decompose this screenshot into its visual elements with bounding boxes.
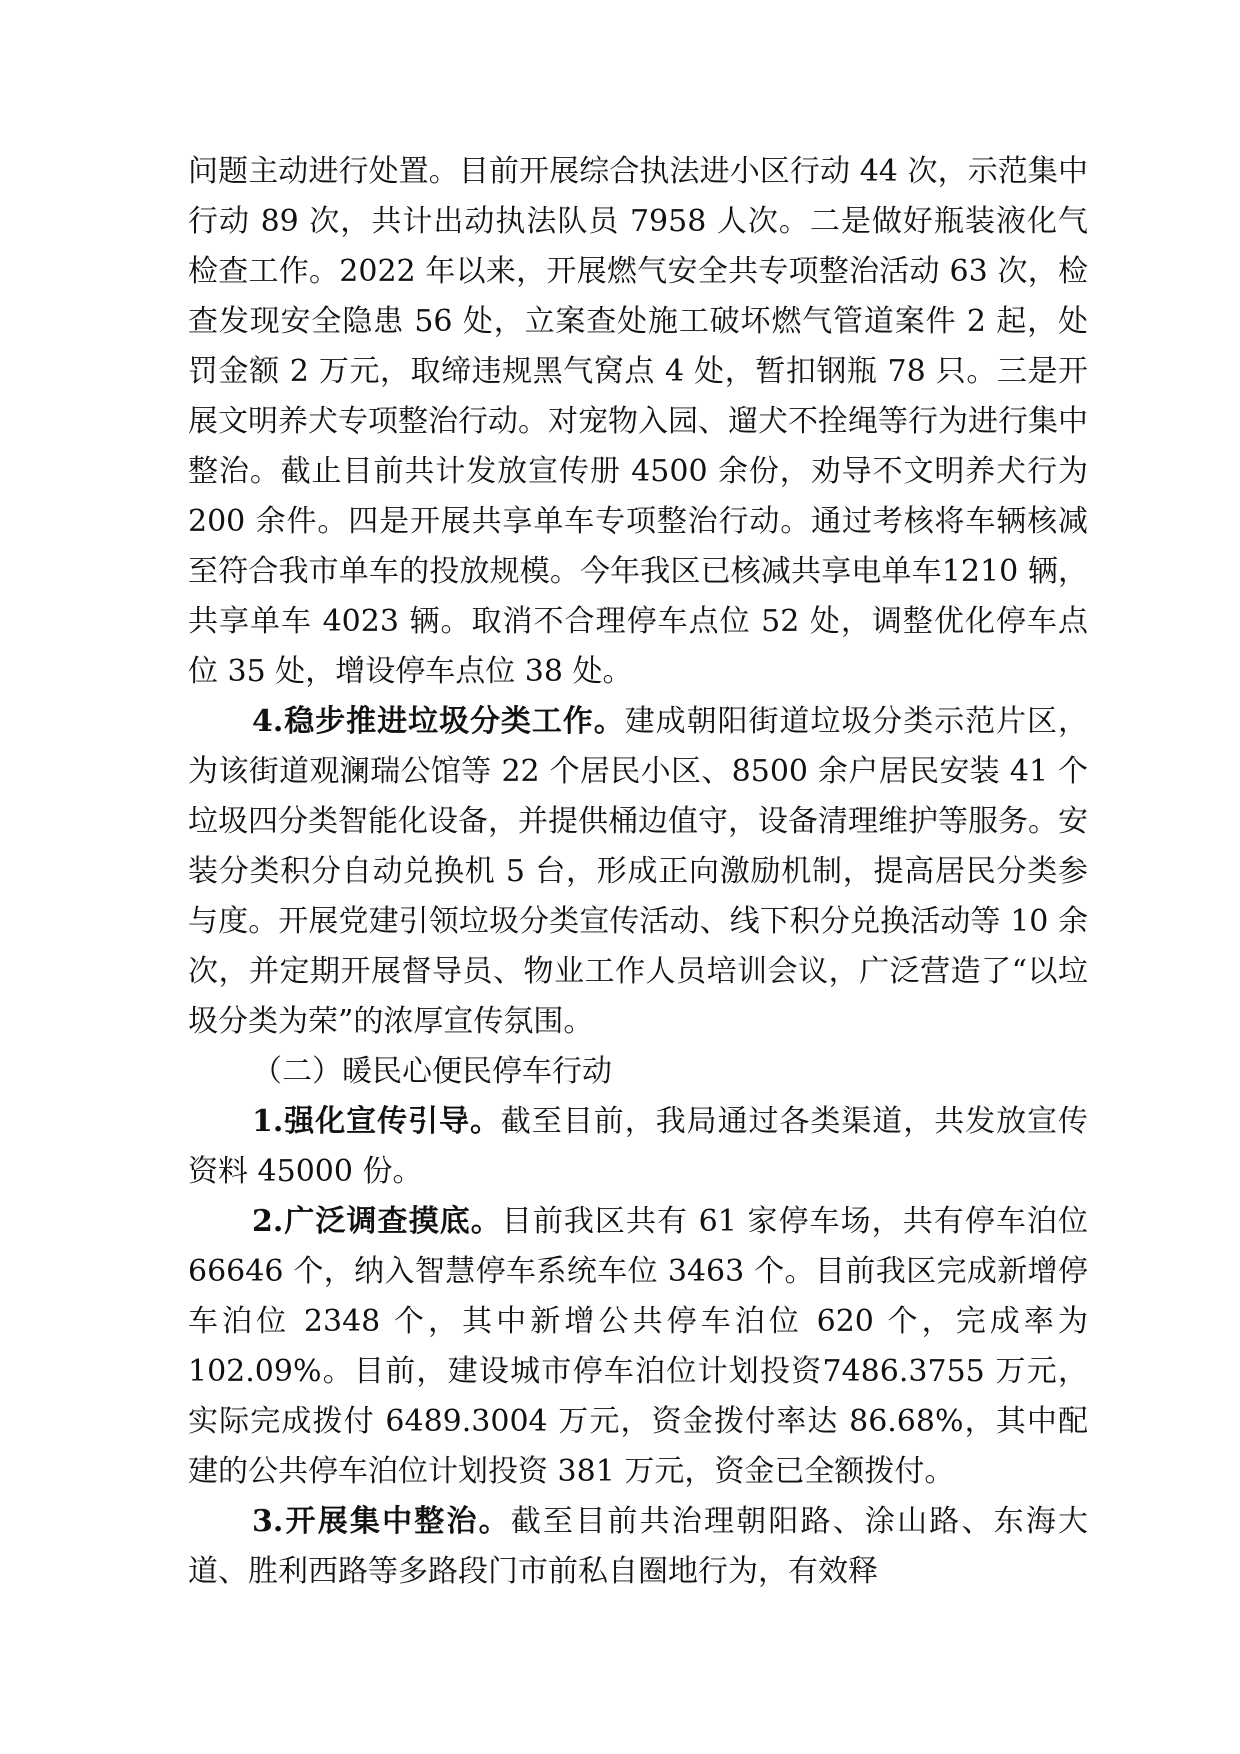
paragraph-body: 截至目前共治理朝阳路、涂山路、东海大道、胜利西路等多路段门市前私自圈地行为，有效释 [188, 1504, 1089, 1589]
paragraph-continuation [188, 147, 1088, 697]
paragraph-garbage-sorting [188, 697, 1088, 1047]
document-page [188, 147, 1088, 1597]
paragraph-body: 截至目前，我局通过各类渠道，共发放宣传资料 45000 份。 [188, 1104, 1089, 1189]
paragraph-body: 目前我区共有 61 家停车场，共有停车泊位 66646 个，纳入智慧停车系统车位 3463 个。目前我区完成新增停车泊位 2348 个，其中新增公共停车泊位 620 个，完成率为 102.09%。目前，建设城市停车泊位计划投资7486.3755 万元，实际完成拨付 6489.3004 万元，资金拨付率达 86.68%，其中配建的公共停车泊位计划投资 381 万元，资金已全额拨付。 [188, 1204, 1088, 1489]
paragraph-rectification [188, 1497, 1088, 1597]
paragraph-lead: 2.广泛调查摸底。 [252, 1204, 502, 1239]
paragraph-lead: 4.稳步推进垃圾分类工作。 [252, 704, 625, 739]
paragraph-publicity [188, 1097, 1088, 1197]
paragraph-survey [188, 1197, 1088, 1497]
section-subheading: （二）暖民心便民停车行动 [252, 1054, 612, 1089]
paragraph-lead: 1.强化宣传引导。 [252, 1104, 501, 1139]
paragraph-body: 问题主动进行处置。目前开展综合执法进小区行动 44 次，示范集中行动 89 次，共计出动执法队员 7958 人次。二是做好瓶装液化气检查工作。2022 年以来，开展燃气安全共专项整治活动 63 次，检查发现安全隐患 56 处，立案查处施工破坏燃气管道案件 2 起，处罚金额 2 万元，取缔违规黑气窝点 4 处，暂扣钢瓶 78 只。三是开展文明养犬专项整治行动。对宠物入园、遛犬不拴绳等行为进行集中整治。截止目前共计发放宣传册 4500 余份，劝导不文明养犬行为 200 余件。四是开展共享单车专项整治行动。通过考核将车辆核减至符合我市单车的投放规模。今年我区已核减共享电单车1210 辆，共享单车 4023 辆。取消不合理停车点位 52 处，调整优化停车点位 35 处，增设停车点位 38 处。 [188, 154, 1088, 689]
paragraph-body: 建成朝阳街道垃圾分类示范片区，为该街道观澜瑞公馆等 22 个居民小区、8500 余户居民安装 41 个垃圾四分类智能化设备，并提供桶边值守，设备清理维护等服务。安装分类积分自动兑换机 5 台，形成正向激励机制，提高居民分类参与度。开展党建引领垃圾分类宣传活动、线下积分兑换活动等 10 余次，并定期开展督导员、物业工作人员培训会议，广泛营造了“以垃圾分类为荣”的浓厚宣传氛围。 [188, 704, 1089, 1039]
paragraph-lead: 3.开展集中整治。 [252, 1504, 511, 1539]
